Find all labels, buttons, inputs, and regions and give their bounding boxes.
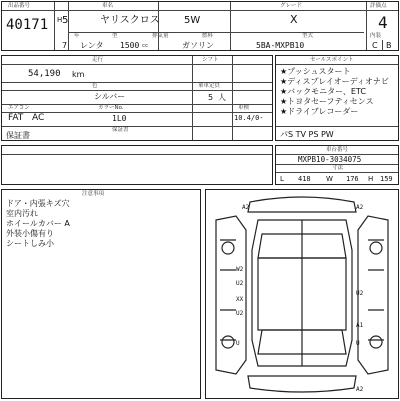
feature-item: ★バックモニター、ETC: [280, 87, 366, 96]
documents: 保証書: [6, 131, 30, 140]
fuel-type: ガソリン: [182, 41, 214, 50]
interior-label: 内装: [370, 33, 382, 39]
feature-item: ★トヨタセーフティセンス: [280, 97, 374, 106]
capacity: 5: [208, 93, 214, 102]
color: シルバー: [94, 92, 126, 101]
sub-label-fuel: 燃料: [202, 33, 214, 39]
car-name-label: 車名: [102, 3, 114, 9]
note-item: 室内汚れ: [6, 209, 38, 218]
color-number: 1L0: [112, 114, 127, 123]
year-number: 5: [62, 15, 69, 26]
score: 4: [378, 13, 388, 32]
damage-mark: U2: [236, 280, 244, 287]
width: 176: [346, 175, 359, 183]
capacity-unit: 人: [218, 93, 226, 102]
notes-label: 注意事項: [82, 191, 105, 197]
year-era: H: [57, 16, 63, 24]
exterior-grade: B: [386, 41, 392, 50]
feature-item: ★プッシュスタート: [280, 67, 351, 76]
damage-mark: W2: [236, 266, 244, 273]
car-outline-diagram: [206, 190, 398, 398]
lot-number: 40171: [6, 17, 49, 33]
length-label: L: [280, 175, 284, 183]
color-no-label: カラーNo.: [98, 105, 124, 111]
inspection-date: 10.4/0-: [234, 114, 264, 122]
sub-label-type: 型: [112, 33, 118, 39]
shift-label: シフト: [202, 57, 219, 63]
chassis-label: 車台番号: [326, 147, 349, 153]
documents-label: 保証書: [112, 127, 129, 133]
chassis-section: [275, 145, 399, 185]
remarks-section: [1, 145, 273, 185]
damage-diagram: [205, 189, 399, 399]
mileage: 54,190: [28, 69, 61, 79]
lot-number-label: 出品番号: [8, 3, 31, 9]
feature-item: ★ドライブレコーダー: [280, 107, 359, 116]
capacity-label: 乗車定員: [198, 83, 221, 89]
auction-sheet: [1, 1, 399, 399]
grade: X: [290, 13, 298, 26]
header-section: [1, 1, 399, 51]
rental-flag: レンタ: [80, 41, 104, 50]
grade-number: 5W: [184, 15, 201, 26]
note-item: 外装小傷有り: [6, 229, 54, 238]
note-item: ドア・内張キズ穴: [6, 199, 70, 208]
transmission: FAT: [8, 113, 24, 123]
mileage-label: 走行: [92, 57, 104, 63]
displacement-unit: cc: [142, 43, 149, 49]
score-label: 評価点: [370, 3, 387, 9]
note-item: ホイールカバー A: [6, 219, 70, 228]
car-name: ヤリスクロス: [100, 15, 160, 26]
ac: AC: [32, 113, 45, 123]
specs-section: [1, 55, 273, 141]
damage-mark: U: [356, 340, 360, 347]
color-label: 色: [92, 83, 98, 89]
equipment: パS TV PS PW: [280, 130, 334, 139]
grade-label: グレード: [280, 3, 303, 9]
feature-item: ★ディスプレイオーディオナビ: [280, 77, 389, 86]
damage-mark: XX: [236, 296, 244, 303]
mileage-unit: km: [72, 70, 85, 79]
year-sub: 7: [62, 41, 68, 50]
damage-mark: A2: [356, 386, 364, 393]
note-item: シートしみ小: [6, 239, 54, 248]
model-code: 5BA-MXPB10: [256, 41, 305, 50]
width-label: W: [326, 175, 333, 183]
damage-mark: A2: [242, 204, 250, 211]
damage-mark: U2: [236, 310, 244, 317]
displacement: 1500: [120, 41, 140, 50]
features-section: [275, 55, 399, 141]
damage-mark: U2: [356, 290, 364, 297]
sub-label-year: 年: [74, 33, 80, 39]
size-label: 寸法: [332, 165, 344, 171]
height-label: H: [368, 175, 374, 183]
model-label: 型式: [302, 33, 314, 39]
notes-section: [1, 189, 201, 399]
chassis-number: MXPB10-3034075: [298, 155, 362, 164]
damage-mark: A2: [356, 204, 364, 211]
ac-label: エアコン: [8, 105, 30, 111]
interior-grade: C: [372, 41, 378, 50]
length: 418: [298, 175, 311, 183]
sub-label-displacement: 排気量: [152, 33, 169, 39]
damage-mark: A1: [356, 322, 364, 329]
height: 159: [380, 175, 393, 183]
features-label: セールスポイント: [310, 57, 354, 63]
inspection-label: 車検: [238, 105, 250, 111]
damage-mark: U: [236, 340, 240, 347]
